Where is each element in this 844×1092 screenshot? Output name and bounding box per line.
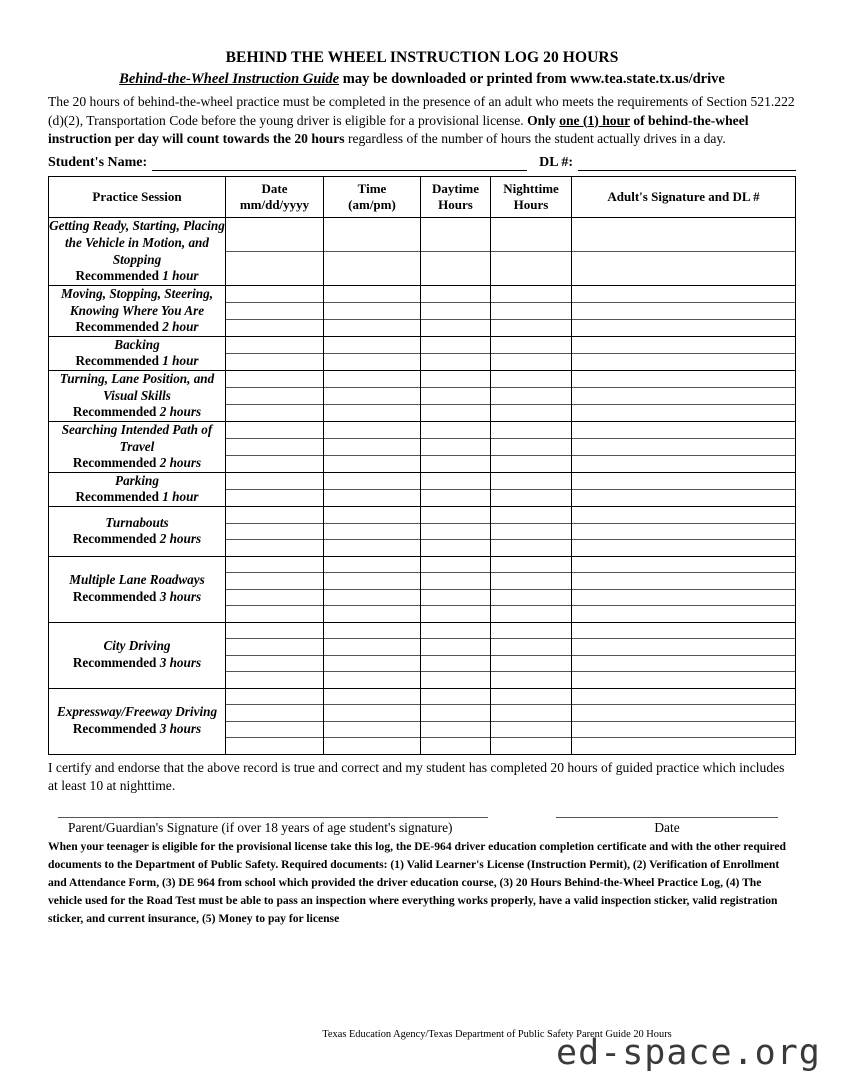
recommended-prefix: Recommended bbox=[72, 721, 160, 737]
entry-cell-daytime-hours[interactable] bbox=[421, 721, 491, 738]
entry-cell-adult-signature[interactable] bbox=[572, 738, 796, 755]
entry-cell-nighttime-hours[interactable] bbox=[491, 285, 572, 302]
entry-cell-date[interactable] bbox=[226, 573, 324, 590]
recommended-hours bbox=[49, 531, 225, 548]
entry-cell-date[interactable] bbox=[226, 639, 324, 656]
practice-session-name: Multiple Lane Roadways bbox=[69, 572, 205, 588]
date-signature-field[interactable] bbox=[556, 817, 778, 836]
entry-cell-nighttime-hours[interactable] bbox=[491, 319, 572, 336]
entry-cell-time[interactable] bbox=[324, 388, 421, 405]
page-title: BEHIND THE WHEEL INSTRUCTION LOG 20 HOURS bbox=[225, 49, 619, 66]
entry-cell-time[interactable] bbox=[324, 573, 421, 590]
entry-cell-adult-signature[interactable] bbox=[572, 606, 796, 623]
certification-statement: I certify and endorse that the above record is true and correct and my student has completed 20 hours of guided practice which includes at least 10 at nighttime. bbox=[48, 759, 785, 793]
entry-cell-daytime-hours[interactable] bbox=[421, 252, 491, 286]
recommended-hours bbox=[49, 589, 225, 606]
entry-cell-time[interactable] bbox=[324, 371, 421, 388]
entry-cell-date[interactable] bbox=[226, 556, 324, 573]
entry-cell-date[interactable] bbox=[226, 319, 324, 336]
recommended-prefix: Recommended bbox=[75, 353, 163, 369]
entry-cell-date[interactable] bbox=[226, 606, 324, 623]
entry-cell-nighttime-hours[interactable] bbox=[491, 523, 572, 540]
practice-log-table bbox=[48, 176, 796, 754]
entry-cell-time[interactable] bbox=[324, 438, 421, 455]
table-body bbox=[49, 218, 796, 754]
entry-cell-date[interactable] bbox=[226, 472, 324, 489]
recommended-value: 3 hours bbox=[159, 721, 202, 737]
entry-cell-date[interactable] bbox=[226, 302, 324, 319]
parent-signature-label: Parent/Guardian's Signature (if over 18 years of age student's signature) bbox=[68, 820, 453, 836]
entry-cell-daytime-hours[interactable] bbox=[421, 218, 491, 252]
recommended-hours bbox=[49, 268, 225, 285]
entry-cell-adult-signature[interactable] bbox=[572, 252, 796, 286]
entry-cell-date[interactable] bbox=[226, 388, 324, 405]
entry-cell-nighttime-hours[interactable] bbox=[491, 218, 572, 252]
column-header-daytime-hours: Daytime Hours bbox=[421, 177, 491, 218]
entry-cell-date[interactable] bbox=[226, 455, 324, 472]
entry-cell-date[interactable] bbox=[226, 655, 324, 672]
entry-cell-adult-signature[interactable] bbox=[572, 371, 796, 388]
guide-title-link[interactable]: Behind-the-Wheel Instruction Guide bbox=[119, 71, 340, 88]
entry-cell-daytime-hours[interactable] bbox=[421, 489, 491, 506]
entry-cell-adult-signature[interactable] bbox=[572, 404, 796, 421]
entry-cell-time[interactable] bbox=[324, 606, 421, 623]
entry-cell-nighttime-hours[interactable] bbox=[491, 507, 572, 524]
recommended-hours bbox=[49, 721, 225, 738]
entry-cell-adult-signature[interactable] bbox=[572, 556, 796, 573]
entry-cell-time[interactable] bbox=[324, 655, 421, 672]
entry-cell-adult-signature[interactable] bbox=[572, 655, 796, 672]
entry-cell-nighttime-hours[interactable] bbox=[491, 388, 572, 405]
practice-session-cell bbox=[49, 218, 226, 286]
entry-cell-daytime-hours[interactable] bbox=[421, 688, 491, 705]
table-row bbox=[49, 688, 796, 705]
table-row bbox=[49, 336, 796, 353]
entry-cell-adult-signature[interactable] bbox=[572, 589, 796, 606]
entry-cell-adult-signature[interactable] bbox=[572, 721, 796, 738]
practice-session-name: Getting Ready, Starting, Placing the Vehicle in Motion, and Stopping bbox=[49, 218, 225, 267]
recommended-value: 1 hour bbox=[162, 353, 199, 369]
entry-cell-nighttime-hours[interactable] bbox=[491, 672, 572, 689]
table-row bbox=[49, 285, 796, 302]
recommended-hours bbox=[49, 404, 225, 421]
entry-cell-nighttime-hours[interactable] bbox=[491, 606, 572, 623]
recommended-value: 2 hours bbox=[159, 455, 202, 471]
entry-cell-daytime-hours[interactable] bbox=[421, 472, 491, 489]
entry-cell-time[interactable] bbox=[324, 455, 421, 472]
entry-cell-time[interactable] bbox=[324, 472, 421, 489]
recommended-hours bbox=[49, 655, 225, 672]
practice-session-cell bbox=[49, 556, 226, 622]
recommended-prefix: Recommended bbox=[72, 404, 160, 420]
entry-cell-nighttime-hours[interactable] bbox=[491, 738, 572, 755]
entry-cell-date[interactable] bbox=[226, 672, 324, 689]
entry-cell-nighttime-hours[interactable] bbox=[491, 705, 572, 722]
practice-session-cell bbox=[49, 285, 226, 336]
column-header-time: Time (am/pm) bbox=[324, 177, 421, 218]
entry-cell-daytime-hours[interactable] bbox=[421, 371, 491, 388]
entry-cell-time[interactable] bbox=[324, 523, 421, 540]
dl-number-label: DL #: bbox=[539, 155, 573, 171]
entry-cell-time[interactable] bbox=[324, 421, 421, 438]
entry-cell-date[interactable] bbox=[226, 285, 324, 302]
column-header-nighttime-hours: Nighttime Hours bbox=[491, 177, 572, 218]
entry-cell-date[interactable] bbox=[226, 523, 324, 540]
entry-cell-daytime-hours[interactable] bbox=[421, 573, 491, 590]
entry-cell-time[interactable] bbox=[324, 688, 421, 705]
intro-paragraph bbox=[48, 93, 796, 148]
practice-session-cell bbox=[49, 622, 226, 688]
entry-cell-date[interactable] bbox=[226, 589, 324, 606]
entry-cell-adult-signature[interactable] bbox=[572, 218, 796, 252]
recommended-value: 2 hour bbox=[162, 319, 199, 335]
entry-cell-date[interactable] bbox=[226, 371, 324, 388]
entry-cell-date[interactable] bbox=[226, 721, 324, 738]
table-row bbox=[49, 556, 796, 573]
recommended-value: 3 hours bbox=[159, 589, 202, 605]
entry-cell-nighttime-hours[interactable] bbox=[491, 353, 572, 370]
entry-cell-time[interactable] bbox=[324, 319, 421, 336]
table-row bbox=[49, 622, 796, 639]
entry-cell-adult-signature[interactable] bbox=[572, 319, 796, 336]
entry-cell-nighttime-hours[interactable] bbox=[491, 421, 572, 438]
entry-cell-time[interactable] bbox=[324, 639, 421, 656]
practice-session-cell bbox=[49, 472, 226, 506]
page-footer: Texas Education Agency/Texas Department of Public Safety Parent Guide 20 Hours bbox=[322, 1029, 672, 1040]
table-row bbox=[49, 421, 796, 438]
entry-cell-nighttime-hours[interactable] bbox=[491, 455, 572, 472]
entry-cell-nighttime-hours[interactable] bbox=[491, 721, 572, 738]
entry-cell-adult-signature[interactable] bbox=[572, 523, 796, 540]
practice-session-name: Parking bbox=[115, 472, 159, 488]
recommended-value: 1 hour bbox=[162, 489, 199, 505]
entry-cell-adult-signature[interactable] bbox=[572, 438, 796, 455]
entry-cell-time[interactable] bbox=[324, 302, 421, 319]
entry-cell-adult-signature[interactable] bbox=[572, 489, 796, 506]
guide-subtitle-rest: may be downloaded or printed from www.tea.state.tx.us/drive bbox=[339, 71, 725, 88]
practice-session-name: Expressway/Freeway Driving bbox=[56, 704, 218, 720]
entry-cell-adult-signature[interactable] bbox=[572, 421, 796, 438]
recommended-hours bbox=[49, 489, 225, 506]
entry-cell-adult-signature[interactable] bbox=[572, 285, 796, 302]
entry-cell-daytime-hours[interactable] bbox=[421, 353, 491, 370]
entry-cell-time[interactable] bbox=[324, 336, 421, 353]
entry-cell-daytime-hours[interactable] bbox=[421, 285, 491, 302]
date-label: Date bbox=[654, 820, 680, 836]
entry-cell-adult-signature[interactable] bbox=[572, 302, 796, 319]
watermark: ed-space.org bbox=[556, 1033, 821, 1073]
entry-cell-daytime-hours[interactable] bbox=[421, 507, 491, 524]
entry-cell-nighttime-hours[interactable] bbox=[491, 302, 572, 319]
table-row bbox=[49, 218, 796, 252]
entry-cell-time[interactable] bbox=[324, 285, 421, 302]
entry-cell-time[interactable] bbox=[324, 404, 421, 421]
recommended-prefix: Recommended bbox=[75, 489, 163, 505]
entry-cell-adult-signature[interactable] bbox=[572, 688, 796, 705]
entry-cell-daytime-hours[interactable] bbox=[421, 523, 491, 540]
recommended-value: 2 hours bbox=[159, 531, 202, 547]
student-identity-row bbox=[48, 155, 796, 171]
entry-cell-date[interactable] bbox=[226, 421, 324, 438]
table-row bbox=[49, 371, 796, 388]
entry-cell-date[interactable] bbox=[226, 540, 324, 557]
entry-cell-date[interactable] bbox=[226, 738, 324, 755]
entry-cell-daytime-hours[interactable] bbox=[421, 705, 491, 722]
entry-cell-daytime-hours[interactable] bbox=[421, 421, 491, 438]
entry-cell-daytime-hours[interactable] bbox=[421, 738, 491, 755]
table-header bbox=[49, 177, 796, 218]
entry-cell-daytime-hours[interactable] bbox=[421, 589, 491, 606]
table-row bbox=[49, 507, 796, 524]
entry-cell-time[interactable] bbox=[324, 507, 421, 524]
entry-cell-adult-signature[interactable] bbox=[572, 353, 796, 370]
entry-cell-date[interactable] bbox=[226, 507, 324, 524]
entry-cell-nighttime-hours[interactable] bbox=[491, 655, 572, 672]
entry-cell-nighttime-hours[interactable] bbox=[491, 336, 572, 353]
entry-cell-nighttime-hours[interactable] bbox=[491, 252, 572, 286]
intro-text-3: regardless of the number of hours the student actually drives in a day. bbox=[344, 130, 726, 146]
entry-cell-nighttime-hours[interactable] bbox=[491, 472, 572, 489]
recommended-prefix: Recommended bbox=[75, 268, 163, 284]
entry-cell-daytime-hours[interactable] bbox=[421, 319, 491, 336]
entry-cell-adult-signature[interactable] bbox=[572, 622, 796, 639]
entry-cell-adult-signature[interactable] bbox=[572, 336, 796, 353]
entry-cell-date[interactable] bbox=[226, 688, 324, 705]
entry-cell-time[interactable] bbox=[324, 589, 421, 606]
entry-cell-nighttime-hours[interactable] bbox=[491, 489, 572, 506]
intro-only: Only bbox=[527, 112, 560, 128]
dl-number-input[interactable] bbox=[578, 157, 796, 171]
entry-cell-date[interactable] bbox=[226, 622, 324, 639]
student-name-input[interactable] bbox=[152, 157, 527, 171]
entry-cell-daytime-hours[interactable] bbox=[421, 438, 491, 455]
entry-cell-nighttime-hours[interactable] bbox=[491, 573, 572, 590]
entry-cell-time[interactable] bbox=[324, 705, 421, 722]
signature-block bbox=[48, 817, 796, 836]
entry-cell-daytime-hours[interactable] bbox=[421, 672, 491, 689]
recommended-prefix: Recommended bbox=[72, 455, 160, 471]
column-header-date: Date mm/dd/yyyy bbox=[226, 177, 324, 218]
intro-text-2: of behind-the-wheel instruction per day will count towards the 20 hours bbox=[48, 112, 749, 146]
recommended-value: 2 hours bbox=[159, 404, 202, 420]
entry-cell-adult-signature[interactable] bbox=[572, 507, 796, 524]
entry-cell-date[interactable] bbox=[226, 489, 324, 506]
entry-cell-date[interactable] bbox=[226, 404, 324, 421]
entry-cell-nighttime-hours[interactable] bbox=[491, 540, 572, 557]
practice-session-cell bbox=[49, 421, 226, 472]
recommended-hours bbox=[49, 455, 225, 472]
recommended-prefix: Recommended bbox=[72, 589, 160, 605]
parent-signature-field[interactable] bbox=[58, 817, 488, 836]
practice-session-name: Turning, Lane Position, and Visual Skills bbox=[59, 371, 215, 403]
entry-cell-time[interactable] bbox=[324, 218, 421, 252]
entry-cell-daytime-hours[interactable] bbox=[421, 556, 491, 573]
intro-text-1: The 20 hours of behind-the-wheel practice must be completed in the presence of an adult who meets the requirements of Section 521.222 (d)(2), Transportation Code before the young driver is eligible for a provisional license. bbox=[48, 94, 795, 128]
entry-cell-nighttime-hours[interactable] bbox=[491, 622, 572, 639]
entry-cell-date[interactable] bbox=[226, 438, 324, 455]
entry-cell-adult-signature[interactable] bbox=[572, 455, 796, 472]
practice-session-cell bbox=[49, 507, 226, 557]
entry-cell-daytime-hours[interactable] bbox=[421, 655, 491, 672]
table-row bbox=[49, 472, 796, 489]
entry-cell-nighttime-hours[interactable] bbox=[491, 639, 572, 656]
entry-cell-daytime-hours[interactable] bbox=[421, 622, 491, 639]
entry-cell-date[interactable] bbox=[226, 218, 324, 252]
entry-cell-nighttime-hours[interactable] bbox=[491, 404, 572, 421]
entry-cell-time[interactable] bbox=[324, 672, 421, 689]
practice-session-cell bbox=[49, 688, 226, 754]
entry-cell-daytime-hours[interactable] bbox=[421, 540, 491, 557]
entry-cell-adult-signature[interactable] bbox=[572, 705, 796, 722]
entry-cell-daytime-hours[interactable] bbox=[421, 336, 491, 353]
entry-cell-date[interactable] bbox=[226, 705, 324, 722]
intro-one-hour-emphasis: one (1) hour bbox=[559, 112, 630, 128]
practice-session-name: Searching Intended Path of Travel bbox=[61, 421, 213, 454]
fineprint-instructions: When your teenager is eligible for the provisional license take this log, the DE-964 driver education completion certificate and with the other required documents to the Department of Public Safety. Required documents: (1) Valid Learner's License (Instruction Permit), (2) Verification of Enrollment and Attendance Form, (3) DE 964 from school which provided the driver education course, (3) 20 Hours Behind-the-Wheel Practice Log, (4) The vehicle used for the Road Test must be able to pass an inspection where everything works properly, have a valid inspection sticker, valid registration sticker, and current insurance, (5) Money to pay for license bbox=[48, 840, 786, 926]
entry-cell-adult-signature[interactable] bbox=[572, 472, 796, 489]
guide-subtitle bbox=[48, 70, 796, 89]
practice-session-name: Backing bbox=[114, 336, 160, 352]
recommended-hours bbox=[49, 353, 225, 370]
entry-cell-nighttime-hours[interactable] bbox=[491, 371, 572, 388]
entry-cell-adult-signature[interactable] bbox=[572, 639, 796, 656]
entry-cell-adult-signature[interactable] bbox=[572, 573, 796, 590]
entry-cell-date[interactable] bbox=[226, 336, 324, 353]
practice-session-cell bbox=[49, 371, 226, 422]
entry-cell-date[interactable] bbox=[226, 353, 324, 370]
entry-cell-time[interactable] bbox=[324, 622, 421, 639]
practice-session-cell bbox=[49, 336, 226, 370]
entry-cell-daytime-hours[interactable] bbox=[421, 302, 491, 319]
practice-session-name: City Driving bbox=[103, 638, 171, 654]
entry-cell-daytime-hours[interactable] bbox=[421, 606, 491, 623]
recommended-prefix: Recommended bbox=[72, 531, 160, 547]
column-header-practice-session: Practice Session bbox=[49, 177, 226, 218]
entry-cell-nighttime-hours[interactable] bbox=[491, 556, 572, 573]
entry-cell-date[interactable] bbox=[226, 252, 324, 286]
entry-cell-adult-signature[interactable] bbox=[572, 672, 796, 689]
entry-cell-adult-signature[interactable] bbox=[572, 540, 796, 557]
student-name-label: Student's Name: bbox=[48, 155, 148, 171]
entry-cell-nighttime-hours[interactable] bbox=[491, 438, 572, 455]
entry-cell-daytime-hours[interactable] bbox=[421, 455, 491, 472]
entry-cell-time[interactable] bbox=[324, 252, 421, 286]
recommended-value: 3 hours bbox=[159, 655, 202, 671]
entry-cell-time[interactable] bbox=[324, 353, 421, 370]
recommended-prefix: Recommended bbox=[72, 655, 160, 671]
entry-cell-adult-signature[interactable] bbox=[572, 388, 796, 405]
entry-cell-time[interactable] bbox=[324, 540, 421, 557]
table-header-row bbox=[49, 177, 796, 218]
entry-cell-time[interactable] bbox=[324, 556, 421, 573]
recommended-value: 1 hour bbox=[162, 268, 199, 284]
practice-session-name: Moving, Stopping, Steering, Knowing Where You Are bbox=[60, 285, 214, 318]
entry-cell-time[interactable] bbox=[324, 721, 421, 738]
entry-cell-daytime-hours[interactable] bbox=[421, 639, 491, 656]
recommended-prefix: Recommended bbox=[75, 319, 163, 335]
entry-cell-time[interactable] bbox=[324, 738, 421, 755]
entry-cell-nighttime-hours[interactable] bbox=[491, 688, 572, 705]
entry-cell-nighttime-hours[interactable] bbox=[491, 589, 572, 606]
column-header-adult-signature: Adult's Signature and DL # bbox=[572, 177, 796, 218]
entry-cell-daytime-hours[interactable] bbox=[421, 404, 491, 421]
entry-cell-time[interactable] bbox=[324, 489, 421, 506]
entry-cell-daytime-hours[interactable] bbox=[421, 388, 491, 405]
practice-session-name: Turnabouts bbox=[105, 514, 169, 530]
recommended-hours bbox=[49, 319, 225, 336]
